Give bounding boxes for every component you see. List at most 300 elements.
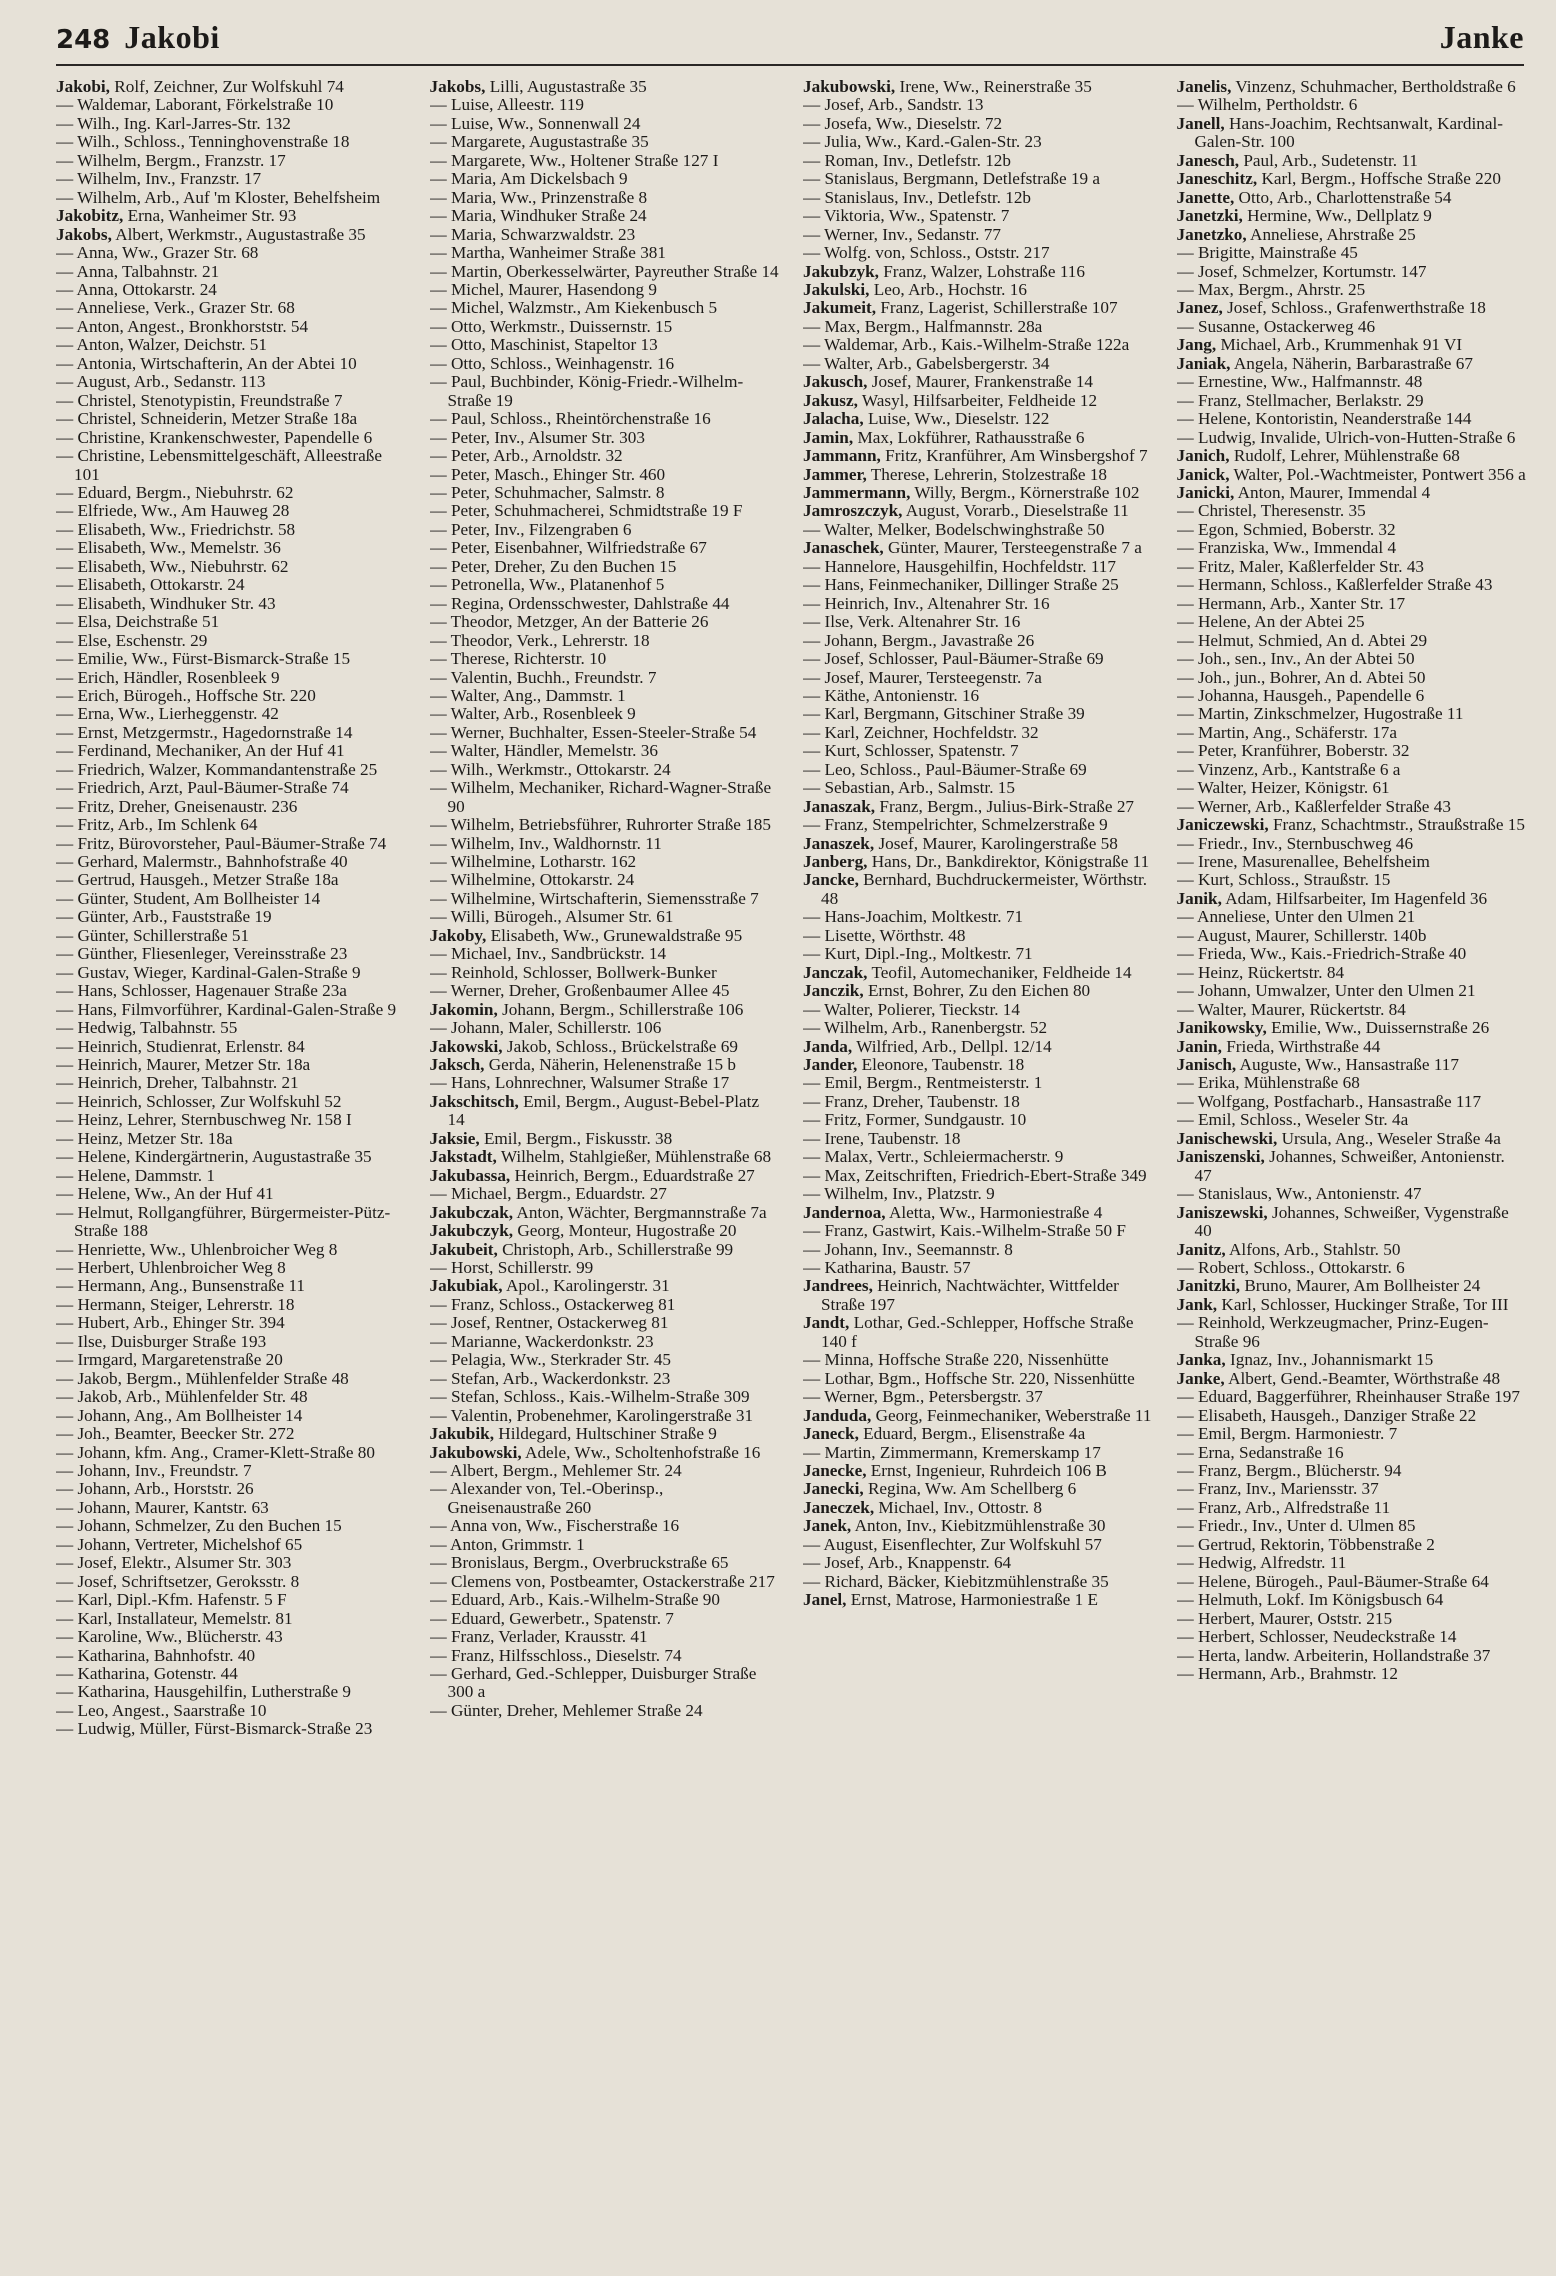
directory-entry xyxy=(56,1425,406,1443)
surname-heading: Janeschitz, xyxy=(1176,169,1258,189)
entry-text: — Anton, Angest., Bronkhorststr. 54 xyxy=(56,316,309,336)
entry-text: — Karl, Dipl.-Kfm. Hafenstr. 5 F xyxy=(56,1590,287,1610)
surname-heading: Jamroszczyk, xyxy=(803,501,903,521)
entry-text: — Erich, Händler, Rosenbleek 9 xyxy=(56,667,280,687)
directory-entry xyxy=(430,539,780,557)
directory-entry xyxy=(56,1370,406,1388)
directory-entry xyxy=(430,650,780,668)
directory-entry xyxy=(56,927,406,945)
entry-text: — Herta, landw. Arbeiterin, Hollandstraße 37 xyxy=(1176,1645,1491,1665)
directory-entry xyxy=(430,1351,780,1369)
entry-text: Emilie, Ww., Duissernstraße 26 xyxy=(1266,1018,1490,1038)
directory-entry xyxy=(1177,115,1527,152)
directory-entry xyxy=(803,558,1153,576)
entry-text: — Fritz, Dreher, Gneisenaustr. 236 xyxy=(56,796,298,816)
entry-text: — Franz, Hilfsschloss., Dieselstr. 74 xyxy=(429,1645,682,1665)
directory-entry xyxy=(430,1001,780,1019)
directory-entry xyxy=(803,632,1153,650)
surname-heading: Janke, xyxy=(1176,1368,1225,1388)
entry-text: — Eduard, Bergm., Niebuhrstr. 62 xyxy=(56,482,294,502)
entry-text: Hermine, Ww., Dellplatz 9 xyxy=(1242,206,1432,226)
directory-entry xyxy=(56,1517,406,1535)
entry-text: — Hans, Schlosser, Hagenauer Straße 23a xyxy=(56,981,347,1001)
entry-text: — Fritz, Bürovorsteher, Paul-Bäumer-Straße 74 xyxy=(56,833,387,853)
surname-heading: Janick, xyxy=(1176,464,1230,484)
surname-heading: Jakobi, xyxy=(56,78,110,96)
entry-text: — Robert, Schloss., Ottokarstr. 6 xyxy=(1176,1258,1405,1277)
surname-heading: Jander, xyxy=(803,1055,858,1075)
directory-entry xyxy=(430,853,780,871)
entry-text: Rudolf, Lehrer, Mühlenstraße 68 xyxy=(1229,446,1460,466)
entry-text: — Heinrich, Maurer, Metzer Str. 18a xyxy=(56,1055,311,1075)
directory-entry xyxy=(56,1647,406,1665)
entry-text: — Michael, Bergm., Eduardstr. 27 xyxy=(429,1184,667,1204)
entry-text: — Helene, Kindergärtnerin, Augustastraße 35 xyxy=(56,1147,372,1167)
entry-text: — Margarete, Ww., Holtener Straße 127 I xyxy=(429,150,719,170)
directory-entry xyxy=(56,318,406,336)
entry-text: Franz, Schachtmstr., Straußstraße 15 xyxy=(1268,815,1525,835)
surname-heading: Janek, xyxy=(803,1516,852,1536)
directory-entry xyxy=(430,724,780,742)
entry-text: — Irene, Taubenstr. 18 xyxy=(803,1128,961,1148)
entry-text: — Wilhelmine, Wirtschafterin, Siemensstraße 7 xyxy=(429,888,759,908)
surname-heading: Jancke, xyxy=(803,870,859,890)
directory-entry xyxy=(1177,705,1527,723)
entry-text: — Pelagia, Ww., Sterkrader Str. 45 xyxy=(429,1350,672,1370)
directory-entry xyxy=(803,207,1153,225)
directory-entry xyxy=(56,1536,406,1554)
entry-text: — Sebastian, Arb., Salmstr. 15 xyxy=(803,778,1015,798)
directory-entry xyxy=(430,318,780,336)
directory-entry xyxy=(430,1148,780,1166)
directory-entry xyxy=(56,1204,406,1241)
entry-text: — Heinz, Lehrer, Sternbuschweg Nr. 158 I xyxy=(56,1110,352,1130)
directory-entry xyxy=(803,687,1153,705)
surname-heading: Janich, xyxy=(1176,446,1230,466)
entry-text: — Günter, Arb., Fauststraße 19 xyxy=(56,907,272,927)
entry-text: — Wilhelmine, Ottokarstr. 24 xyxy=(429,870,635,890)
entry-text: — Katharina, Baustr. 57 xyxy=(803,1258,971,1277)
entry-text: Franz, Walzer, Lohstraße 116 xyxy=(878,261,1085,281)
entry-text: — Peter, Masch., Ehinger Str. 460 xyxy=(429,464,666,484)
directory-entry xyxy=(1177,1480,1527,1498)
entry-text: — Elisabeth, Ottokarstr. 24 xyxy=(56,575,245,595)
directory-entry xyxy=(803,484,1153,502)
directory-entry xyxy=(430,521,780,539)
directory-entry xyxy=(1177,1148,1527,1185)
directory-entry xyxy=(56,429,406,447)
entry-text: Eleonore, Taubenstr. 18 xyxy=(857,1055,1025,1075)
directory-entry xyxy=(430,1370,780,1388)
entry-text: Günter, Maurer, Tersteegenstraße 7 a xyxy=(883,538,1142,558)
directory-entry xyxy=(803,576,1153,594)
directory-entry xyxy=(1177,502,1527,520)
entry-text: — Hermann, Arb., Xanter Str. 17 xyxy=(1176,593,1406,613)
surname-heading: Jakubowski, xyxy=(429,1442,522,1462)
surname-heading: Janikowsky, xyxy=(1176,1018,1267,1038)
directory-entry xyxy=(56,1480,406,1498)
entry-text: — Walter, Heizer, Königstr. 61 xyxy=(1176,778,1390,798)
entry-text: — Hermann, Arb., Brahmstr. 12 xyxy=(1176,1663,1398,1683)
entry-text: — Theodor, Verk., Lehrerstr. 18 xyxy=(429,630,650,650)
entry-text: Alfons, Arb., Stahlstr. 50 xyxy=(1225,1239,1401,1259)
directory-entry xyxy=(430,1296,780,1314)
entry-text: — Emil, Bergm., Rentmeisterstr. 1 xyxy=(803,1073,1043,1093)
entry-text: — Jakob, Arb., Mühlenfelder Str. 48 xyxy=(56,1387,308,1407)
entry-text: Lothar, Ged.-Schlepper, Hoffsche Straße 140 f xyxy=(821,1313,1134,1351)
directory-entry xyxy=(1177,576,1527,594)
directory-entry xyxy=(803,742,1153,760)
entry-text: Karl, Bergm., Hoffsche Straße 220 xyxy=(1257,169,1501,189)
entry-text: — Hans, Filmvorführer, Kardinal-Galen-Straße 9 xyxy=(56,999,397,1019)
surname-heading: Janiak, xyxy=(1176,353,1231,373)
directory-entry xyxy=(430,410,780,428)
entry-text: Anton, Inv., Kiebitzmühlenstraße 30 xyxy=(851,1516,1106,1536)
directory-entry xyxy=(803,1074,1153,1092)
entry-text: Leo, Arb., Hochstr. 16 xyxy=(869,279,1027,299)
entry-text: — Johann, Maler, Schillerstr. 106 xyxy=(429,1018,662,1038)
surname-heading: Jandernoa, xyxy=(803,1202,886,1222)
directory-entry xyxy=(1177,1647,1527,1665)
entry-text: — Karl, Bergmann, Gitschiner Straße 39 xyxy=(803,704,1085,724)
surname-heading: Jakubik, xyxy=(429,1424,494,1444)
entry-text: — Fritz, Maler, Kaßlerfelder Str. 43 xyxy=(1176,556,1425,576)
surname-heading: Jalacha, xyxy=(803,409,864,429)
directory-entry xyxy=(56,1702,406,1720)
entry-text: Eduard, Bergm., Elisenstraße 4a xyxy=(858,1424,1086,1444)
entry-text: — Bronislaus, Bergm., Overbruckstraße 65 xyxy=(429,1553,729,1573)
directory-entry xyxy=(1177,1407,1527,1425)
entry-text: — Roman, Inv., Detlefstr. 12b xyxy=(803,150,1011,170)
directory-entry xyxy=(56,373,406,391)
directory-entry xyxy=(56,982,406,1000)
entry-text: — Franziska, Ww., Immendal 4 xyxy=(1176,538,1397,558)
surname-heading: Janczak, xyxy=(803,962,868,982)
entry-text: — Herbert, Maurer, Oststr. 215 xyxy=(1176,1608,1393,1628)
entry-text: Ernst, Matrose, Harmoniestraße 1 E xyxy=(846,1590,1098,1610)
directory-entry xyxy=(430,115,780,133)
directory-entry xyxy=(803,1185,1153,1203)
entry-text: — Peter, Eisenbahner, Wilfriedstraße 67 xyxy=(429,538,707,558)
directory-entry xyxy=(430,281,780,299)
directory-entry xyxy=(430,1573,780,1591)
entry-text: — Franz, Stellmacher, Berlakstr. 29 xyxy=(1176,390,1424,410)
entry-text: — Walter, Polierer, Tieckstr. 14 xyxy=(803,999,1020,1019)
entry-text: — Johann, Schmelzer, Zu den Buchen 15 xyxy=(56,1516,342,1536)
directory-entry xyxy=(430,466,780,484)
entry-text: Ursula, Ang., Weseler Straße 4a xyxy=(1277,1128,1501,1148)
surname-heading: Jandt, xyxy=(803,1313,850,1333)
surname-heading: Jammermann, xyxy=(803,482,911,502)
directory-entry xyxy=(1177,392,1527,410)
entry-text: Frieda, Wirthstraße 44 xyxy=(1221,1036,1381,1056)
directory-entry xyxy=(803,1056,1153,1074)
entry-text: — Lothar, Bgm., Hoffsche Str. 220, Nissenhütte xyxy=(803,1368,1135,1388)
surname-heading: Janaszek, xyxy=(803,833,875,853)
entry-text: — Irene, Masurenallee, Behelfsheim xyxy=(1176,852,1430,872)
entry-text: — Max, Bergm., Ahrstr. 25 xyxy=(1176,279,1366,299)
directory-entry xyxy=(430,1462,780,1480)
entry-text: — Anton, Walzer, Deichstr. 51 xyxy=(56,335,267,355)
directory-entry xyxy=(803,1536,1153,1554)
entry-text: — Wilhelm, Betriebsführer, Ruhrorter Straße 185 xyxy=(429,815,771,835)
entry-text: — Karoline, Ww., Blücherstr. 43 xyxy=(56,1627,283,1647)
entry-text: — Peter, Inv., Alsumer Str. 303 xyxy=(429,427,645,447)
directory-entry xyxy=(803,355,1153,373)
directory-entry xyxy=(1177,1038,1527,1056)
entry-text: Otto, Arb., Charlottenstraße 54 xyxy=(1234,187,1452,207)
entry-text: Jakob, Schloss., Brückelstraße 69 xyxy=(502,1036,738,1056)
directory-entry xyxy=(803,705,1153,723)
entry-text: — Ilse, Duisburger Straße 193 xyxy=(56,1331,267,1351)
entry-text: — Leo, Angest., Saarstraße 10 xyxy=(56,1700,267,1720)
entry-text: — Anneliese, Unter den Ulmen 21 xyxy=(1176,907,1416,927)
entry-text: — Paul, Buchbinder, König-Friedr.-Wilhelm-Straße 19 xyxy=(429,372,744,410)
directory-entry xyxy=(56,226,406,244)
directory-entry xyxy=(430,429,780,447)
directory-entry xyxy=(430,355,780,373)
surname-heading: Jakomin, xyxy=(429,999,498,1019)
directory-entry xyxy=(803,595,1153,613)
directory-entry xyxy=(56,650,406,668)
directory-entry xyxy=(56,908,406,926)
directory-entry xyxy=(56,170,406,188)
surname-heading: Janel, xyxy=(803,1590,847,1610)
directory-entry xyxy=(1177,1185,1527,1203)
entry-text: — Martin, Zinkschmelzer, Hugostraße 11 xyxy=(1176,704,1464,724)
entry-text: — Josef, Elektr., Alsumer Str. 303 xyxy=(56,1553,292,1573)
entry-text: — Kurt, Schloss., Straußstr. 15 xyxy=(1176,870,1391,890)
directory-entry xyxy=(430,373,780,410)
directory-entry xyxy=(1177,1388,1527,1406)
directory-entry xyxy=(430,189,780,207)
entry-text: — Johann, Inv., Freundstr. 7 xyxy=(56,1460,252,1480)
entry-text: — Christine, Krankenschwester, Papendelle 6 xyxy=(56,427,373,447)
surname-heading: Jaksch, xyxy=(429,1055,485,1075)
entry-text: — Valentin, Buchh., Freundstr. 7 xyxy=(429,667,657,687)
directory-entry xyxy=(430,1647,780,1665)
entry-text: — Hermann, Ang., Bunsenstraße 11 xyxy=(56,1276,306,1296)
directory-entry xyxy=(1177,410,1527,428)
directory-entry xyxy=(430,78,780,96)
entry-text: — Martin, Oberkesselwärter, Payreuther Straße 14 xyxy=(429,261,779,281)
entry-text: — Ilse, Verk. Altenahrer Str. 16 xyxy=(803,612,1021,632)
entry-text: — Peter, Schuhmacherei, Schmidtstraße 19 F xyxy=(429,501,743,521)
entry-text: Ernst, Bohrer, Zu den Eichen 80 xyxy=(863,981,1091,1001)
entry-text: — Josef, Maurer, Tersteegenstr. 7a xyxy=(803,667,1042,687)
directory-entry xyxy=(430,632,780,650)
entry-text: — Peter, Schuhmacher, Salmstr. 8 xyxy=(429,482,665,502)
entry-text: — Helene, An der Abtei 25 xyxy=(1176,612,1365,632)
directory-entry xyxy=(430,133,780,151)
entry-text: — Hermann, Steiger, Lehrerstr. 18 xyxy=(56,1294,295,1314)
entry-text: — Helene, Dammstr. 1 xyxy=(56,1165,215,1185)
surname-heading: Janduda, xyxy=(803,1405,872,1425)
directory-entry xyxy=(803,429,1153,447)
entry-text: — Josefa, Ww., Dieselstr. 72 xyxy=(803,113,1003,133)
entry-text: — Walter, Arb., Gabelsbergerstr. 34 xyxy=(803,353,1050,373)
directory-entry xyxy=(430,447,780,465)
entry-text: Ernst, Ingenieur, Ruhrdeich 106 B xyxy=(866,1460,1107,1480)
entry-text: — Josef, Arb., Sandstr. 13 xyxy=(803,95,984,115)
entry-text: Georg, Feinmechaniker, Weberstraße 11 xyxy=(871,1405,1152,1425)
entry-text: Christoph, Arb., Schillerstraße 99 xyxy=(497,1239,734,1259)
entry-text: — Gustav, Wieger, Kardinal-Galen-Straße 9 xyxy=(56,962,361,982)
entry-text: Auguste, Ww., Hansastraße 117 xyxy=(1236,1055,1459,1075)
directory-entry xyxy=(803,1038,1153,1056)
directory-entry xyxy=(1177,1277,1527,1295)
surname-heading: Jank, xyxy=(1176,1294,1218,1314)
directory-entry xyxy=(56,1001,406,1019)
directory-entry xyxy=(56,687,406,705)
directory-entry xyxy=(56,1019,406,1037)
directory-entry xyxy=(56,1111,406,1129)
directory-entry xyxy=(1177,1093,1527,1111)
entry-text: Aletta, Ww., Harmoniestraße 4 xyxy=(885,1202,1103,1222)
directory-entry xyxy=(1177,687,1527,705)
directory-entry xyxy=(56,152,406,170)
directory-entry xyxy=(430,871,780,889)
entry-text: — Franz, Gastwirt, Kais.-Wilhelm-Straße 50 F xyxy=(803,1221,1126,1241)
directory-entry xyxy=(803,226,1153,244)
entry-text: — Fritz, Arb., Im Schlenk 64 xyxy=(56,815,258,835)
surname-heading: Janeck, xyxy=(803,1424,859,1444)
entry-text: Wilfried, Arb., Dellpl. 12/14 xyxy=(852,1036,1052,1056)
directory-entry xyxy=(803,927,1153,945)
entry-text: — Werner, Buchhalter, Essen-Steeler-Straße 54 xyxy=(429,722,757,742)
entry-text: Franz, Bergm., Julius-Birk-Straße 27 xyxy=(875,796,1135,816)
entry-text: — Jakob, Bergm., Mühlenfelder Straße 48 xyxy=(56,1368,349,1388)
entry-text: — Egon, Schmied, Boberstr. 32 xyxy=(1176,519,1396,539)
entry-text: Heinrich, Nachtwächter, Wittfelder Straße 197 xyxy=(821,1276,1119,1314)
directory-entry xyxy=(56,1683,406,1701)
entry-text: — Martin, Zimmermann, Kremerskamp 17 xyxy=(803,1442,1101,1462)
directory-entry xyxy=(430,1056,780,1074)
directory-entry xyxy=(56,502,406,520)
entry-text: — Else, Eschenstr. 29 xyxy=(56,630,208,650)
surname-heading: Janetzko, xyxy=(1176,224,1247,244)
entry-text: — Werner, Arb., Kaßlerfelder Straße 43 xyxy=(1176,796,1451,816)
entry-text: — Wilhelm, Pertholdstr. 6 xyxy=(1176,95,1358,115)
entry-text: — Werner, Inv., Sedanstr. 77 xyxy=(803,224,1001,244)
entry-text: — Stanislaus, Bergmann, Detlefstraße 19 a xyxy=(803,169,1101,189)
header-left xyxy=(56,19,220,56)
entry-text: — Günter, Dreher, Mehlemer Straße 24 xyxy=(429,1700,703,1720)
directory-entry xyxy=(1177,1610,1527,1628)
directory-entry xyxy=(56,1499,406,1517)
entry-text: — Peter, Inv., Filzengraben 6 xyxy=(429,519,632,539)
directory-entry xyxy=(430,1517,780,1535)
entry-text: — Christel, Theresenstr. 35 xyxy=(1176,501,1366,521)
directory-entry xyxy=(1177,355,1527,373)
directory-entry xyxy=(803,1351,1153,1369)
directory-entry xyxy=(803,318,1153,336)
entry-text: — Otto, Werkmstr., Duissernstr. 15 xyxy=(429,316,673,336)
directory-entry xyxy=(1177,429,1527,447)
surname-heading: Jaksie, xyxy=(429,1128,480,1148)
surname-heading: Jammer, xyxy=(803,464,867,484)
entry-text: — Walter, Ang., Dammstr. 1 xyxy=(429,685,626,705)
entry-text: — Erna, Sedanstraße 16 xyxy=(1176,1442,1344,1462)
directory-entry xyxy=(803,908,1153,926)
directory-entry xyxy=(430,299,780,317)
entry-text: — Helmuth, Lokf. Im Königsbusch 64 xyxy=(1176,1590,1444,1610)
entry-text: Emil, Bergm., Fiskusstr. 38 xyxy=(479,1128,673,1148)
entry-text: — Peter, Dreher, Zu den Buchen 15 xyxy=(429,556,677,576)
entry-text: — Margarete, Augustastraße 35 xyxy=(429,132,649,152)
entry-text: — Max, Bergm., Halfmannstr. 28a xyxy=(803,316,1043,336)
directory-entry xyxy=(803,1259,1153,1277)
entry-text: — Eduard, Baggerführer, Rheinhauser Straße 197 xyxy=(1176,1387,1520,1407)
directory-entry xyxy=(803,1148,1153,1166)
directory-entry xyxy=(56,484,406,502)
directory-entry xyxy=(1177,742,1527,760)
directory-entry xyxy=(803,1370,1153,1388)
surname-heading: Janaszak, xyxy=(803,796,876,816)
entry-text: — August, Maurer, Schillerstr. 140b xyxy=(1176,925,1427,945)
entry-text: — Günter, Student, Am Bollheister 14 xyxy=(56,888,321,908)
entry-text: Apol., Karolingerstr. 31 xyxy=(502,1276,670,1296)
directory-entry xyxy=(803,133,1153,151)
directory-entry xyxy=(56,410,406,428)
entry-text: — Julia, Ww., Kard.-Galen-Str. 23 xyxy=(803,132,1042,152)
directory-entry xyxy=(1177,835,1527,853)
directory-entry xyxy=(1177,595,1527,613)
entry-text: Walter, Pol.-Wachtmeister, Pontwert 356 a xyxy=(1229,464,1526,484)
entry-text: — Franz, Dreher, Taubenstr. 18 xyxy=(803,1091,1020,1111)
entry-text: — Günter, Schillerstraße 51 xyxy=(56,925,250,945)
directory-entry xyxy=(803,1407,1153,1425)
entry-text: — Josef, Schmelzer, Kortumstr. 147 xyxy=(1176,261,1427,281)
directory-entry xyxy=(430,1130,780,1148)
entry-text: Heinrich, Bergm., Eduardstraße 27 xyxy=(510,1165,755,1185)
entry-text: — Martha, Wanheimer Straße 381 xyxy=(429,243,666,263)
entry-text: — Heinrich, Studienrat, Erlenstr. 84 xyxy=(56,1036,305,1056)
directory-entry xyxy=(803,392,1153,410)
directory-entry xyxy=(1177,779,1527,797)
directory-entry xyxy=(430,982,780,1000)
entry-text: — Franz, Schloss., Ostackerweg 81 xyxy=(429,1294,676,1314)
directory-entry xyxy=(803,373,1153,391)
entry-text: — Frieda, Ww., Kais.-Friedrich-Straße 40 xyxy=(1176,944,1467,964)
surname-heading: Janez, xyxy=(1176,298,1223,318)
directory-entry xyxy=(56,1388,406,1406)
entry-text: — Brigitte, Mainstraße 45 xyxy=(1176,243,1358,263)
entry-text: Franz, Lagerist, Schillerstraße 107 xyxy=(876,298,1118,318)
entry-text: Anton, Wächter, Bergmannstraße 7a xyxy=(513,1202,767,1222)
entry-text: — Marianne, Wackerdonkstr. 23 xyxy=(429,1331,654,1351)
directory-entry xyxy=(430,1628,780,1646)
entry-text: — Heinrich, Inv., Altenahrer Str. 16 xyxy=(803,593,1050,613)
directory-entry xyxy=(803,816,1153,834)
entry-text: — Ludwig, Müller, Fürst-Bismarck-Straße 23 xyxy=(56,1719,373,1739)
entry-text: — Wilhelm, Mechaniker, Richard-Wagner-Straße 90 xyxy=(429,778,772,816)
entry-text: — Helmut, Schmied, An d. Abtei 29 xyxy=(1176,630,1428,650)
directory-entry xyxy=(56,1628,406,1646)
entry-text: — Anna, Ottokarstr. 24 xyxy=(56,279,217,299)
entry-text: — Ernst, Metzgermstr., Hagedornstraße 14 xyxy=(56,722,353,742)
directory-entry xyxy=(803,982,1153,1000)
entry-text: — Franz, Verlader, Krausstr. 41 xyxy=(429,1627,648,1647)
directory-entry xyxy=(56,595,406,613)
surname-heading: Janesch, xyxy=(1176,150,1240,170)
directory-entry xyxy=(1177,466,1527,484)
entry-text: — Johann, Umwalzer, Unter den Ulmen 21 xyxy=(1176,981,1476,1001)
entry-text: — Joh., jun., Bohrer, An d. Abtei 50 xyxy=(1176,667,1426,687)
surname-heading: Jammann, xyxy=(803,446,881,466)
entry-text: Adam, Hilfsarbeiter, Im Hagenfeld 36 xyxy=(1221,888,1488,908)
directory-entry xyxy=(803,761,1153,779)
